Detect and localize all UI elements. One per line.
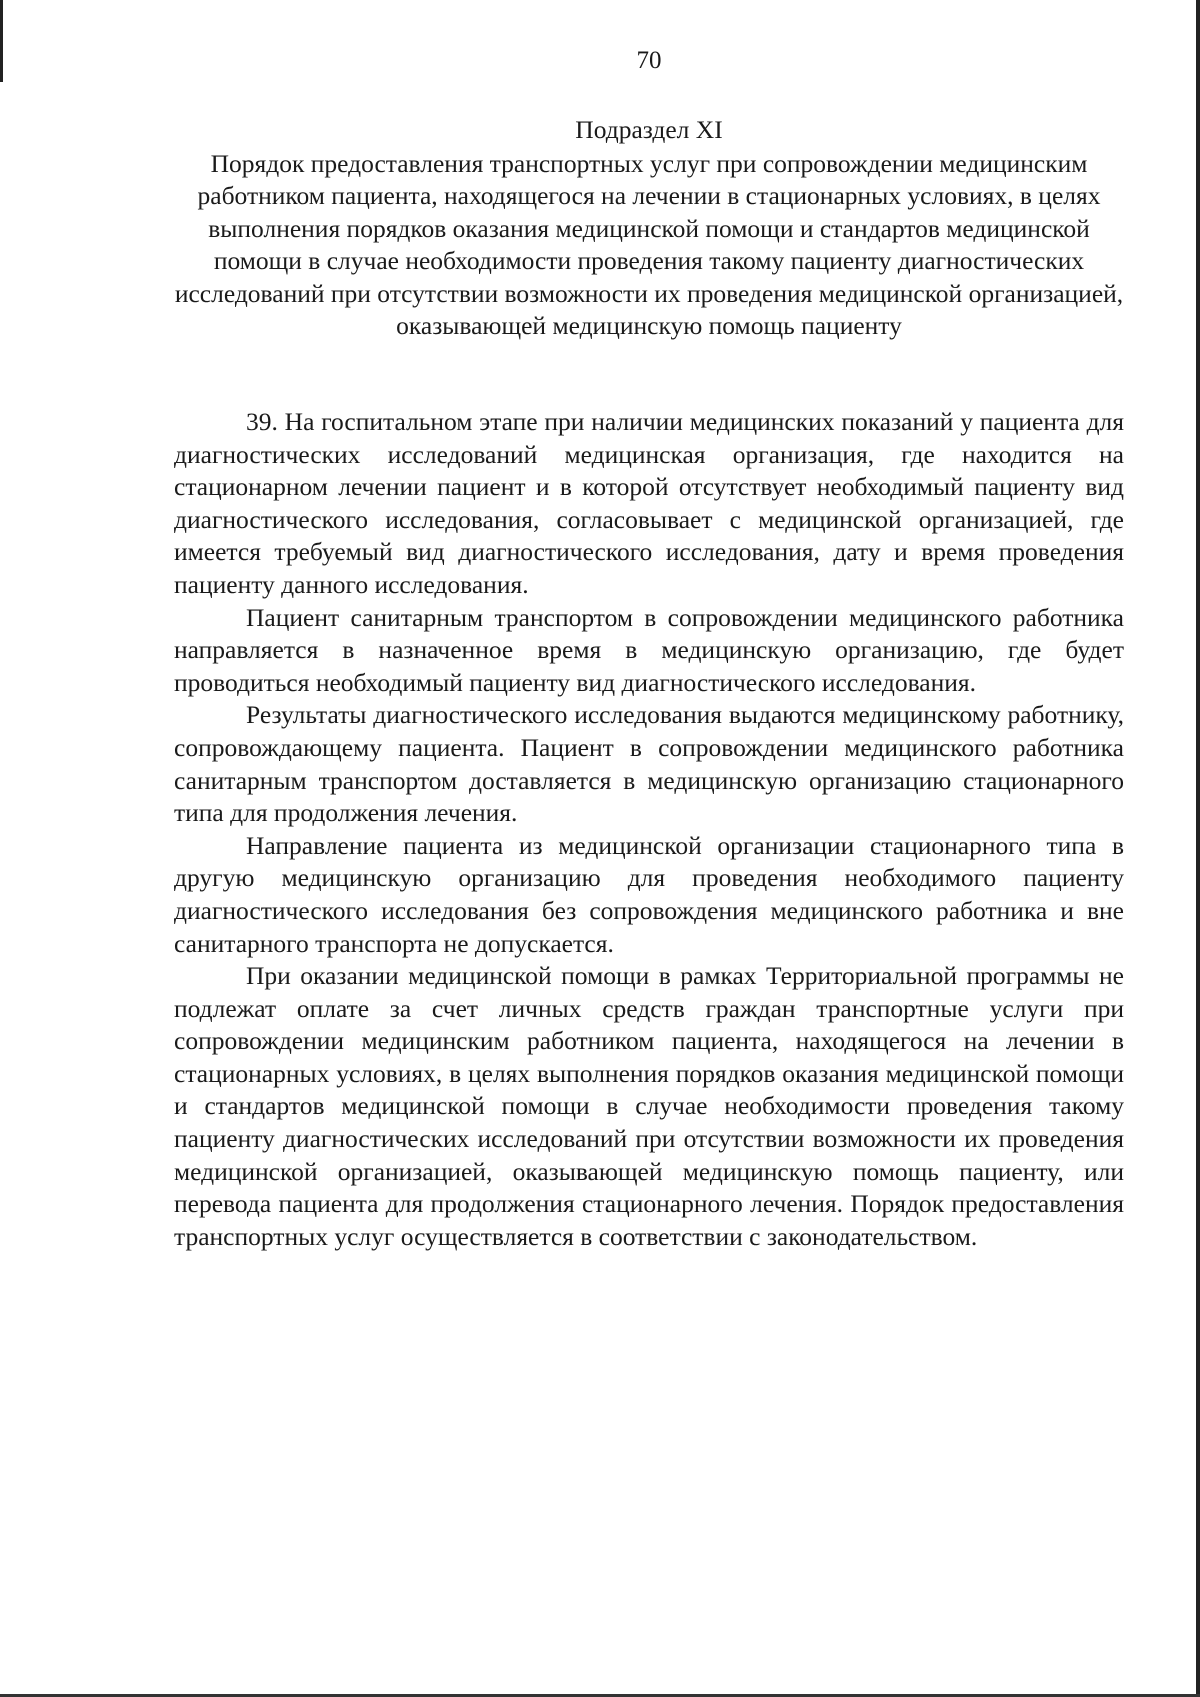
paragraph-transport: Пациент санитарным транспортом в сопровождении медицинского работника направляется в назначенное время в медицинскую организацию, где будет проводиться необходимый пациенту вид диагностического исследования. <box>174 602 1124 697</box>
paragraph-referral: Направление пациента из медицинской организации стационарного типа в другую медицинскую организацию для проведения необходимого пациенту диагностического исследования без сопровождения медицинского работника и вне санитарного транспорта не допускается. <box>174 830 1124 958</box>
document-body <box>174 406 1124 1253</box>
subsection-heading-text: Порядок предоставления транспортных услуг при сопровождении медицинским работником пациента, находящегося на лечении в стационарных условиях, в целях выполнения порядков оказания медицинской помощи и стандартов медицинской помощи в случае необходимости проведения такому пациенту диагностических исследований при отсутствии возможности их проведения медицинской организацией, оказывающей медицинскую помощь пациенту <box>174 148 1124 340</box>
paragraph-results: Результаты диагностического исследования выдаются медицинскому работнику, сопровождающему пациента. Пациент в сопровождении медицинского работника санитарным транспортом доставляется в медицинскую организацию стационарного типа для продолжения лечения. <box>174 700 1124 828</box>
scan-border-right <box>1196 0 1200 1697</box>
subsection-title: Подраздел XI <box>575 115 723 144</box>
paragraph-payment: При оказании медицинской помощи в рамках Территориальной программы не подлежат оплате за счет личных средств граждан транспортные услуги при сопровождении медицинским работником пациента, находящегося на лечении в стационарных условиях, в целях выполнения порядков оказания медицинской помощи и стандартов медицинской помощи в случае необходимости проведения такому пациенту диагностических исследований при отсутствии возможности их проведения медицинской организацией, оказывающей медицинскую помощь пациенту, или перевода пациента для продолжения стационарного лечения. Порядок предоставления транспортных услуг осуществляется в соответствии с законодательством. <box>174 961 1124 1251</box>
paragraph-39: 39. На госпитальном этапе при наличии медицинских показаний у пациента для диагностических исследований медицинская организация, где находится на стационарном лечении пациент и в которой отсутствует необходимый пациенту вид диагностического исследования, согласовывает с медицинской организацией, где имеется требуемый вид диагностического исследования, дату и время проведения пациенту данного исследования. <box>174 407 1124 599</box>
subsection-heading <box>172 114 1126 343</box>
page-number: 70 <box>636 47 662 74</box>
